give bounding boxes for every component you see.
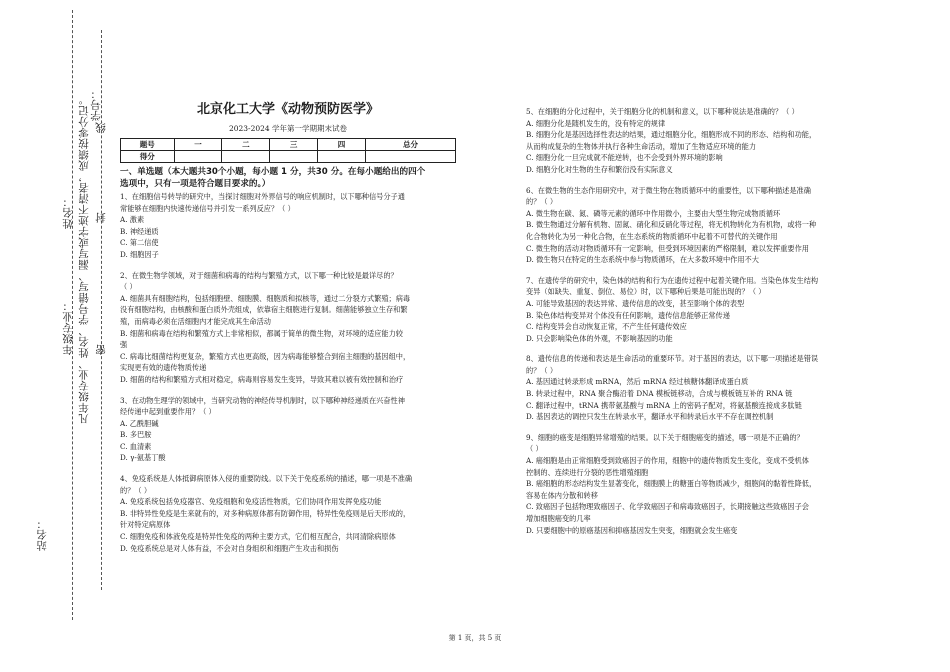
question-option: C. 细胞免疫和体液免疫是特异性免疫的两种主要方式，它们相互配合，共同清除病原体 (120, 532, 396, 542)
question-option: C. 第二信使 (120, 238, 159, 248)
question-option: C. 血清素 (120, 441, 152, 451)
question-option: C. 病毒比细菌结构更复杂，繁殖方式也更高级，因为病毒能够整合到宿主细胞的基因组中， (120, 351, 411, 361)
question-option: 增加细胞癌变的几率 (526, 514, 591, 523)
question-item (526, 353, 872, 423)
seal-char: 密 (95, 344, 107, 355)
score-table-row (121, 151, 456, 163)
question-option: A. 免疫系统包括免疫器官、免疫细胞和免疫活性物质，它们协同作用发挥免疫功能 (120, 497, 382, 507)
question-stem: 常能够在细胞内快速传递信号并引发一系列反应？（ ） (120, 203, 295, 213)
question-stem: （ ） (120, 282, 137, 292)
score-cell (222, 151, 270, 163)
page-footer: 第 1 页，共 5 页 (448, 634, 502, 642)
section-heading (120, 166, 456, 190)
question-option: A. 激素 (120, 215, 145, 225)
question-stem: 的？（ ） (526, 197, 558, 207)
question-option: D. γ-氨基丁酸 (120, 453, 166, 463)
question-option: 从而构成复杂的生物体并执行各种生命活动，增加了生物适应环境的能力 (526, 141, 757, 151)
question-stem: 5、在细胞的分化过程中，关于细胞分化的机制和意义，以下哪种说法是准确的？（ ） (526, 107, 799, 116)
score-table-header-row (121, 139, 456, 151)
question-option: B. 微生物通过分解有机物、固氮、硝化和反硝化等过程，将无机物转化为有机物，或将一种 (526, 220, 817, 230)
question-stem: 9、细胞的癌变是细胞异常增殖的结果。以下关于细胞癌变的描述，哪一项是不正确的？ (526, 432, 804, 442)
question-item (526, 106, 872, 176)
question-stem: 2、在微生物学领域，对于细菌和病毒的结构与繁殖方式，以下哪一种比较是最详尽的？ (120, 270, 398, 280)
question-stem: 8、遗传信息的传递和表达是生命活动的重要环节。对于基因的表达，以下哪一项描述是错误 (526, 354, 819, 364)
name-label: 姓名： (62, 196, 74, 229)
question-option: C. 细胞分化一旦完成就不能逆转，也不会受到外界环境的影响 (526, 153, 723, 163)
question-option: D. 只要细胞中的原癌基因和抑癌基因发生突变，细胞就会发生癌变 (526, 525, 738, 535)
question-option: 殖，而病毒必须在活细胞内才能完成其生命活动 (120, 316, 271, 326)
question-option: B. 转录过程中，RNA 聚合酶沿着 DNA 模板链移动，合成与模板链互补的 RNA 链 (526, 389, 793, 399)
question-option: D. 基因表达的调控只发生在转录水平，翻译水平和转录后水平不存在调控机制 (526, 412, 774, 422)
right-column (526, 106, 872, 536)
question-stem: 变异（如缺失、重复、倒位、易位）时，以下哪种后果是可能出现的？（ ） (526, 287, 766, 297)
question-stem: 3、在动物生理学的领域中，当研究动物的神经传导机制时，以下哪种神经递质在兴奋性神 (120, 395, 405, 405)
question-option: D. 免疫系统总是对人体有益，不会对自身组织和细胞产生攻击和损伤 (120, 543, 339, 553)
question-option: B. 多巴胺 (120, 430, 152, 440)
question-list-right (526, 106, 872, 536)
question-option: 控制的、连续进行分裂的恶性增殖细胞 (526, 467, 649, 477)
question-option: 化合物转化为另一种化合物，在生态系统的物质循环中起着不可替代的关键作用 (526, 231, 778, 241)
exam-subtitle: 2023-2024 学年第一学期期末试卷 (228, 124, 348, 133)
question-option: A. 微生物在碳、氮、磷等元素的循环中作用微小，主要由大型生物完成物质循环 (526, 208, 781, 218)
question-stem: 的？（ ） (526, 365, 558, 375)
question-option: D. 微生物只在特定的生态系统中参与物质循环，在大多数环境中作用不大 (526, 255, 759, 265)
score-table-header: 三 (270, 139, 318, 151)
question-option: A. 基因通过转录形成 mRNA，然后 mRNA 经过核糖体翻译成蛋白质 (526, 377, 749, 387)
question-option: D. 细胞分化对生物的生存和繁衍没有实际意义 (526, 164, 673, 174)
question-option: B. 神经递质 (120, 226, 159, 236)
score-row-label: 得分 (121, 151, 175, 163)
question-item (120, 191, 456, 261)
question-stem: 经传递中起到重要作用？（ ） (120, 407, 216, 417)
question-option: 没有细胞结构，由核酸和蛋白质外壳组成，依靠宿主细胞进行复制。细菌能够独立生存和繁 (120, 305, 408, 315)
question-option: 容易在体内分散和转移 (526, 490, 598, 500)
question-option: B. 非特异性免疫是生来就有的，对多种病原体都有防御作用，特异性免疫则是后天形成的， (120, 508, 411, 518)
seal-feng-char: 封 (95, 212, 107, 223)
question-option: D. 细胞因子 (120, 249, 159, 259)
question-list-left (120, 191, 456, 554)
question-option: A. 癌细胞是由正常细胞受到致癌因子的作用，细胞中的遗传物质发生变化，变成不受机体 (526, 456, 809, 466)
question-item (526, 432, 872, 536)
question-option: D. 只会影响染色体的外观，不影响基因的功能 (526, 333, 673, 343)
section-heading-line: 一、单选题（本大题共30个小题，每小题 1 分，共30 分。在每小题给出的四个 (120, 167, 426, 177)
question-option: 强 (120, 340, 128, 350)
question-item (120, 473, 456, 554)
score-table-header: 题号 (121, 139, 175, 151)
question-option: A. 乙酰胆碱 (120, 418, 159, 428)
question-option: B. 细胞分化是基因选择性表达的结果，通过细胞分化，细胞形成不同的形态、结构和功能， (526, 130, 817, 140)
score-cell (174, 151, 222, 163)
binding-margin (0, 0, 110, 672)
question-item (120, 395, 456, 465)
question-stem: 4、免疫系统是人体抵御病原体入侵的重要防线。以下关于免疫系统的描述，哪一项是不准确 (120, 474, 413, 484)
fill-notice: 凡年级专业、姓名、学号错写、漏写或字迹不清者，成绩按零分记。 (78, 94, 90, 424)
question-option: D. 细菌的结构和繁殖方式相对稳定，病毒则容易发生变异，导致其难以被有效控制和治疗 (120, 374, 404, 384)
score-cell (365, 151, 455, 163)
question-item (120, 270, 456, 386)
question-stem: （ ） (526, 444, 543, 454)
score-table-header: 二 (222, 139, 270, 151)
section-heading-line: 选项中，只有一项是符合题目要求的。） (120, 179, 271, 189)
seal-line-char: 线 (95, 122, 107, 133)
question-option: B. 染色体结构变异对个体没有任何影响，遗传信息能够正常传递 (526, 310, 730, 320)
question-option: A. 细菌具有细胞结构，包括细胞壁、细胞膜、细胞质和拟核等，通过二分裂方式繁殖；病毒 (120, 293, 411, 303)
exam-title: 北京化工大学《动物预防医学》 (196, 102, 379, 117)
question-option: A. 可能导致基因的表达异常、遗传信息的改变，甚至影响个体的表型 (526, 298, 745, 308)
question-stem: 的？（ ） (120, 485, 152, 495)
score-cell (318, 151, 366, 163)
score-table-header: 四 (318, 139, 366, 151)
question-stem: 1、在细胞信号转导的研究中，当探讨细胞对外界信号的响应机制时，以下哪种信号分子通 (120, 192, 405, 201)
question-option: 针对特定病原体 (120, 520, 171, 530)
score-table-header: 一 (174, 139, 222, 151)
question-option: B. 细菌和病毒在结构和繁殖方式上非常相似，都属于简单的微生物，对环境的适应能力较 (120, 328, 403, 338)
left-column (120, 98, 456, 554)
question-item (526, 275, 872, 345)
question-option: C. 结构变异会自动恢复正常，不产生任何遗传效应 (526, 322, 687, 332)
score-table (120, 138, 456, 163)
question-option: C. 翻译过程中，tRNA 携带氨基酸与 mRNA 上的密码子配对，将氨基酸连接成多肽链 (526, 400, 802, 410)
station-label: 站名： (36, 518, 48, 551)
question-item (526, 185, 872, 266)
question-option: C. 致癌因子包括物理致癌因子、化学致癌因子和病毒致癌因子，长期接触这些致癌因子会 (526, 502, 809, 512)
question-option: A. 细胞分化是随机发生的，没有特定的规律 (526, 118, 666, 128)
score-table-header: 总分 (365, 139, 455, 151)
major-label: 年级专业： (62, 300, 74, 355)
question-stem: 7、在遗传学的研究中，染色体的结构和行为在遗传过程中起着关键作用。当染色体发生结构 (526, 275, 819, 285)
student-id-label: 学号： (90, 88, 102, 121)
score-cell (270, 151, 318, 163)
question-stem: 6、在微生物的生态作用研究中，对于微生物在物质循环中的重要性，以下哪种描述是准确 (526, 185, 811, 195)
question-option: B. 癌细胞的形态结构发生显著变化，细胞膜上的糖蛋白等物质减少，细胞间的黏着性降低， (526, 479, 817, 489)
question-option: 实现更有效的遗传物质传递 (120, 363, 207, 373)
question-option: C. 微生物的活动对物质循环有一定影响，但受到环境因素的严格限制，难以发挥重要作用 (526, 243, 809, 253)
